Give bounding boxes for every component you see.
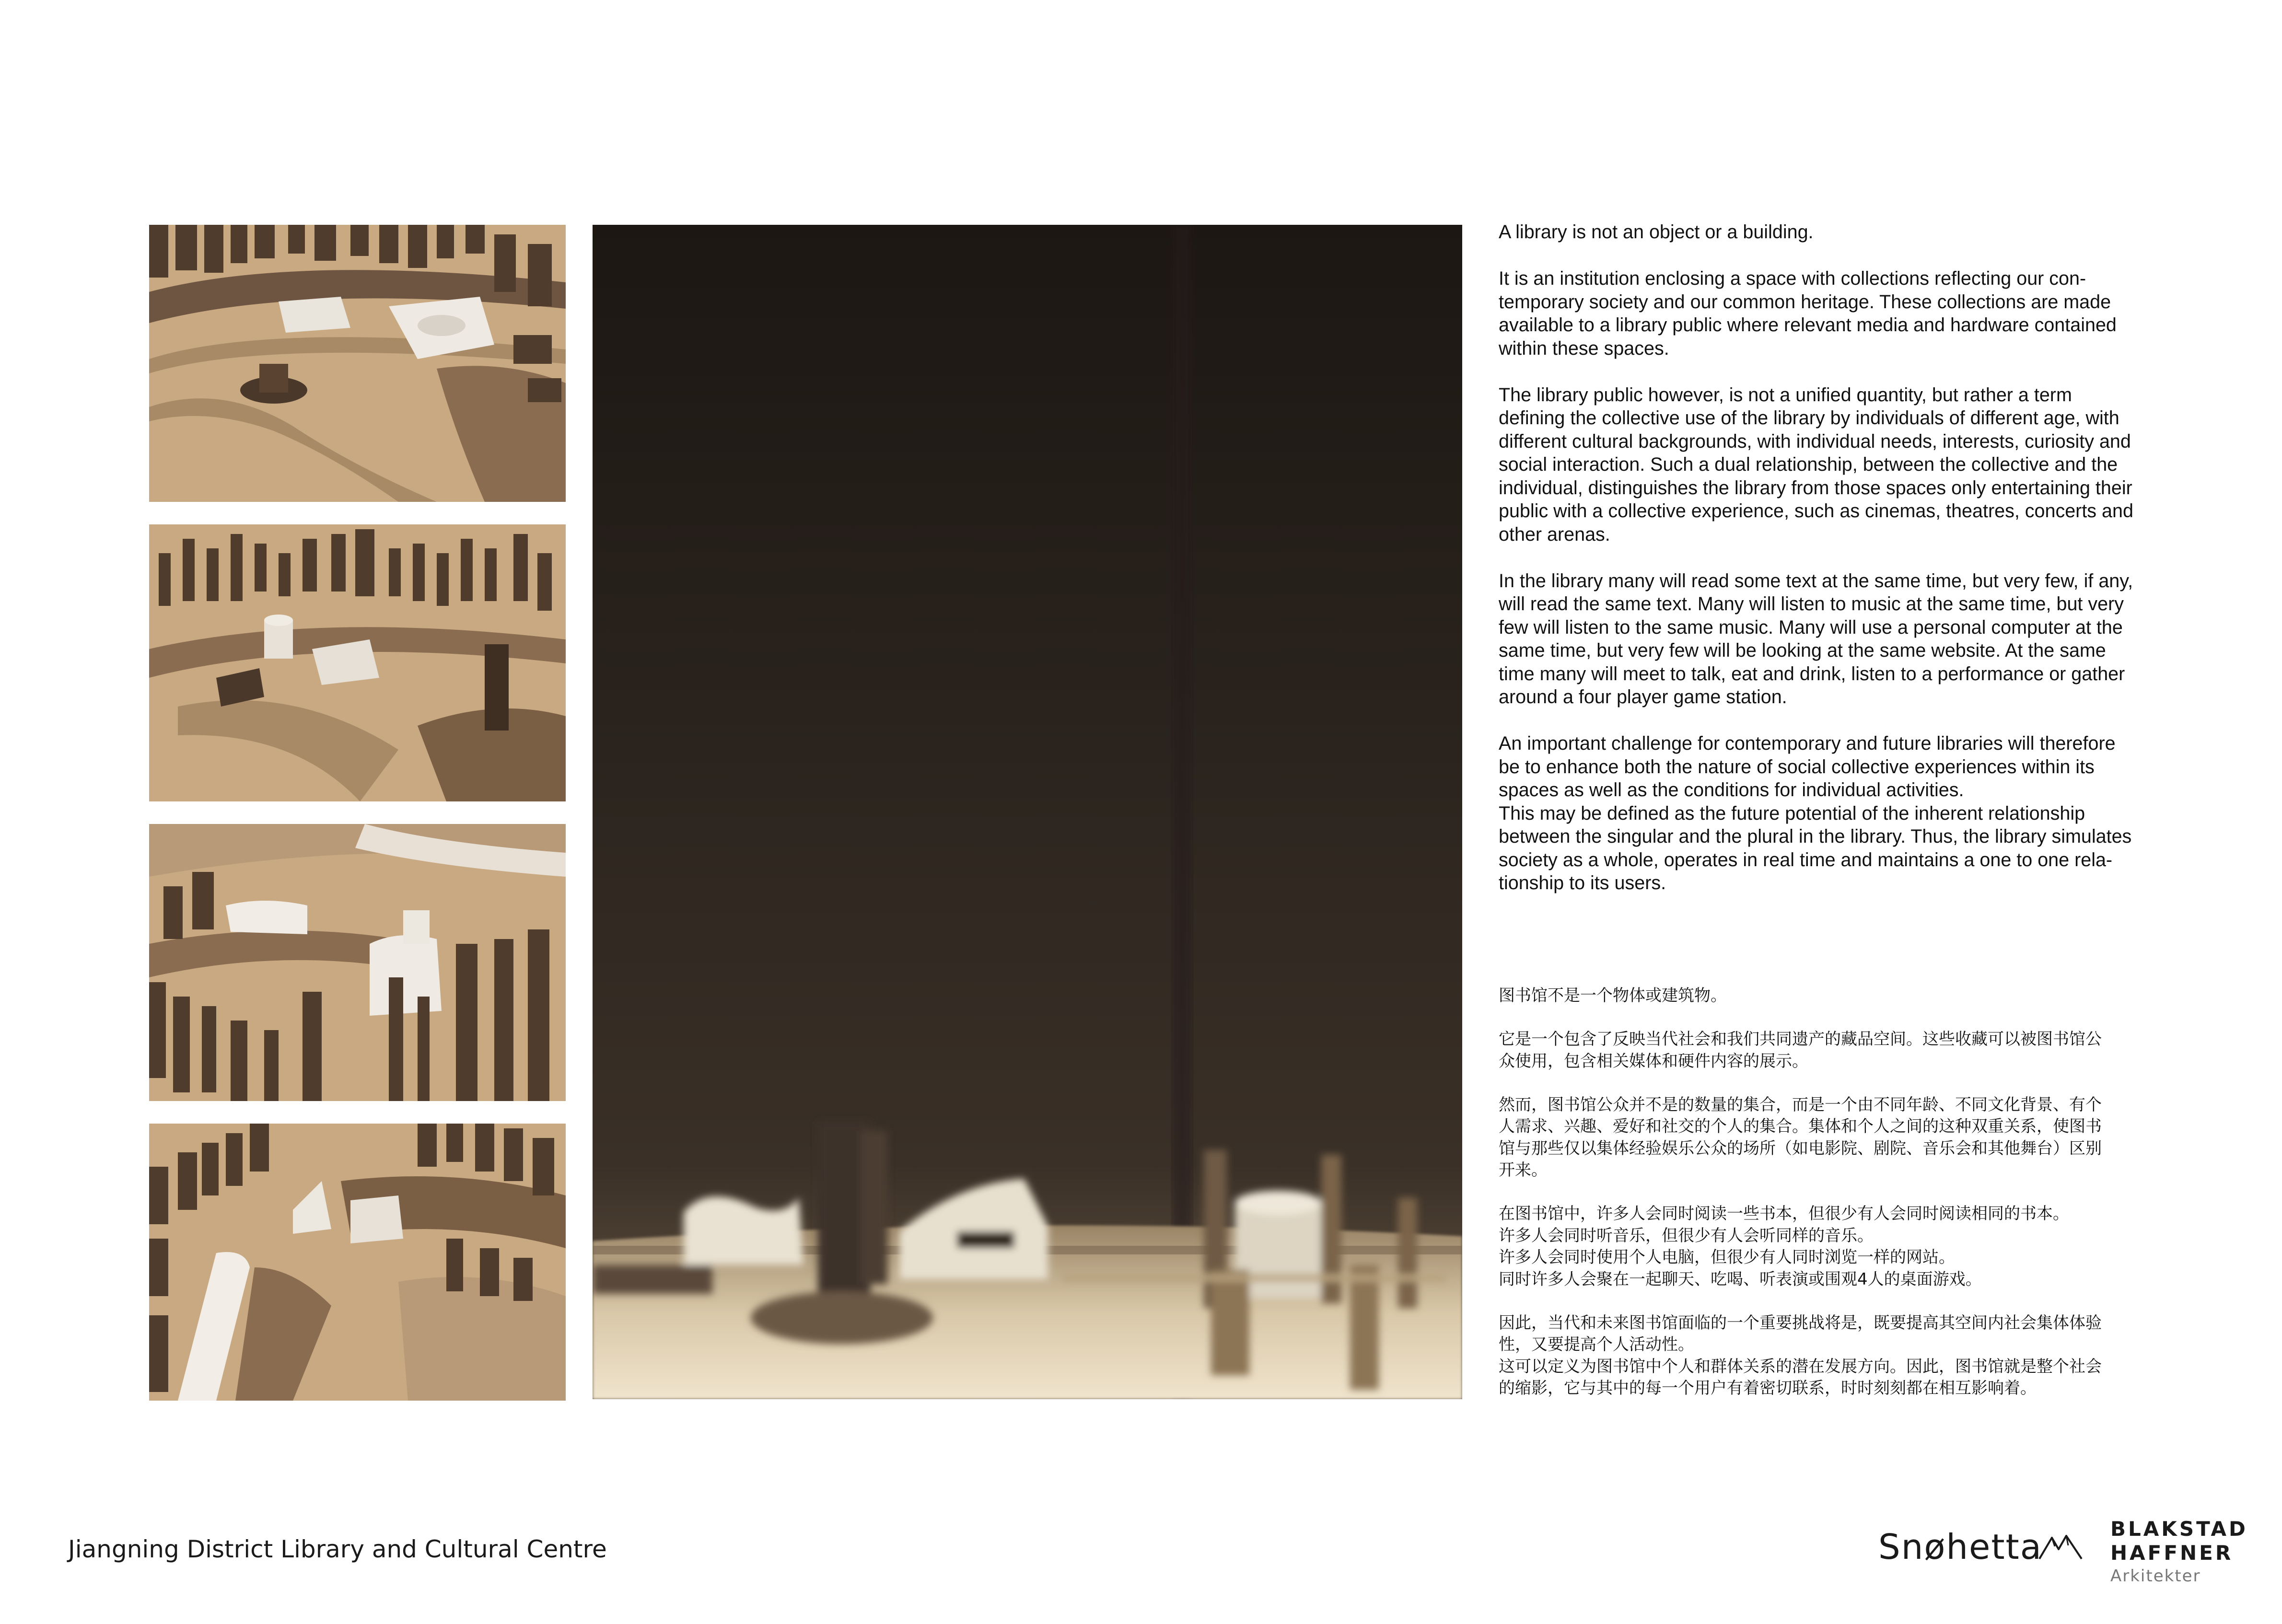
mountain-icon xyxy=(2038,1532,2084,1561)
snohetta-logo: Snøhetta xyxy=(1878,1527,2042,1567)
text-line: defining the collective use of the library by individuals of different age, with xyxy=(1499,407,2119,429)
text-line: few will listen to the same music. Many will use a personal computer at the xyxy=(1499,616,2123,638)
text-line: 许多人会同时使用个人电脑，但很少有人同时浏览一样的网站。 xyxy=(1499,1248,1955,1267)
text-line: 图书馆不是一个物体或建筑物。 xyxy=(1499,986,1727,1005)
text-line: tionship to its users. xyxy=(1499,872,1666,893)
en-paragraph-6 xyxy=(1499,802,2160,895)
text-line: 这可以定义为图书馆中个人和群体关系的潜在发展方向。因此，图书馆就是整个社会 xyxy=(1499,1357,2102,1376)
text-line: be to enhance both the nature of social collective experiences within its xyxy=(1499,756,2095,777)
logo-line-1: BLAKSTAD xyxy=(2110,1517,2248,1541)
text-line: society as a whole, operates in real time and maintains a one to one rela- xyxy=(1499,849,2113,870)
text-line: individual, distinguishes the library from those spaces only entertaining their xyxy=(1499,477,2132,499)
text-line: 同时许多人会聚在一起聊天、吃喝、听表演或围观4人的桌面游戏。 xyxy=(1499,1269,1982,1289)
text-line: 的缩影，它与其中的每一个用户有着密切联系，时时刻刻都在相互影响着。 xyxy=(1499,1379,2037,1398)
text-line: In the library many will read some text at the same time, but very few, if any, xyxy=(1499,570,2133,592)
text-line: An important challenge for contemporary and future libraries will therefore xyxy=(1499,733,2116,754)
text-line: available to a library public where relevant media and hardware contained xyxy=(1499,314,2117,336)
text-line: around a four player game station. xyxy=(1499,686,1787,708)
text-line: 性，又要提高个人活动性。 xyxy=(1499,1335,1694,1354)
main-model-photo xyxy=(593,225,1462,1399)
text-line: within these spaces. xyxy=(1499,337,1669,359)
text-line: between the singular and the plural in the library. Thus, the library simulates xyxy=(1499,826,2132,847)
text-line: 人需求、兴趣、爱好和社交的个人的集合。集体和个人之间的这种双重关系，使图书 xyxy=(1499,1117,2102,1136)
cn-paragraph-4 xyxy=(1499,1203,2160,1290)
text-line: other arenas. xyxy=(1499,523,1610,545)
text-line: will read the same text. Many will listen to music at the same time, but very xyxy=(1499,593,2124,615)
text-line: social interaction. Such a dual relationship, between the collective and the xyxy=(1499,454,2118,475)
project-title: Jiangning District Library and Cultural Centre xyxy=(68,1535,607,1563)
model-photo-1 xyxy=(149,225,566,502)
logo-line-3: Arkitekter xyxy=(2110,1566,2201,1586)
text-line: A library is not an object or a building. xyxy=(1499,221,1814,243)
text-line: It is an institution enclosing a space with collections reflecting our con- xyxy=(1499,268,2086,289)
text-line: public with a collective experience, such as cinemas, theatres, concerts and xyxy=(1499,500,2133,522)
chinese-description xyxy=(1499,985,2160,1421)
cn-paragraph-2 xyxy=(1499,1029,2160,1072)
model-photo-3 xyxy=(149,824,566,1101)
text-line: 众使用，包含相关媒体和硬件内容的展示。 xyxy=(1499,1051,1808,1071)
text-line: 许多人会同时听音乐，但很少有人会听同样的音乐。 xyxy=(1499,1226,1874,1245)
text-line: 它是一个包含了反映当代社会和我们共同遗产的藏品空间。这些收藏可以被图书馆公 xyxy=(1499,1030,2102,1049)
en-paragraph-3 xyxy=(1499,383,2160,546)
cn-paragraph-6 xyxy=(1499,1356,2160,1400)
en-paragraph-5 xyxy=(1499,732,2160,802)
text-line: 馆与那些仅以集体经验娱乐公众的场所（如电影院、剧院、音乐会和其他舞台）区别 xyxy=(1499,1138,2102,1158)
text-line: same time, but very few will be looking at the same website. At the same xyxy=(1499,640,2106,661)
text-line: 因此，当代和未来图书馆面临的一个重要挑战将是，既要提高其空间内社会集体体验 xyxy=(1499,1313,2102,1333)
cn-paragraph-5 xyxy=(1499,1312,2160,1356)
text-line: 开来。 xyxy=(1499,1160,1548,1180)
english-description xyxy=(1499,220,2160,918)
text-line: different cultural backgrounds, with individual needs, interests, curiosity and xyxy=(1499,430,2131,452)
en-paragraph-2 xyxy=(1499,267,2160,360)
text-line: This may be defined as the future potential of the inherent relationship xyxy=(1499,802,2085,824)
text-line: The library public however, is not a unified quantity, but rather a term xyxy=(1499,384,2072,406)
text-line: 然而，图书馆公众并不是的数量的集合，而是一个由不同年龄、不同文化背景、有个 xyxy=(1499,1095,2102,1114)
text-line: 在图书馆中，许多人会同时阅读一些书本，但很少有人会同时阅读相同的书本。 xyxy=(1499,1204,2069,1223)
blakstad-haffner-logo xyxy=(2110,1517,2248,1587)
cn-paragraph-3 xyxy=(1499,1094,2160,1182)
model-photo-2 xyxy=(149,524,566,801)
text-line: time many will meet to talk, eat and drink, listen to a performance or gather xyxy=(1499,663,2125,684)
cn-paragraph-1 xyxy=(1499,985,2160,1007)
text-line: spaces as well as the conditions for individual activities. xyxy=(1499,779,1964,800)
logo-line-2: HAFFNER xyxy=(2110,1541,2234,1565)
model-photo-4 xyxy=(149,1124,566,1401)
en-paragraph-4 xyxy=(1499,569,2160,709)
text-line: temporary society and our common heritage. These collections are made xyxy=(1499,291,2111,313)
en-paragraph-1 xyxy=(1499,220,2160,244)
